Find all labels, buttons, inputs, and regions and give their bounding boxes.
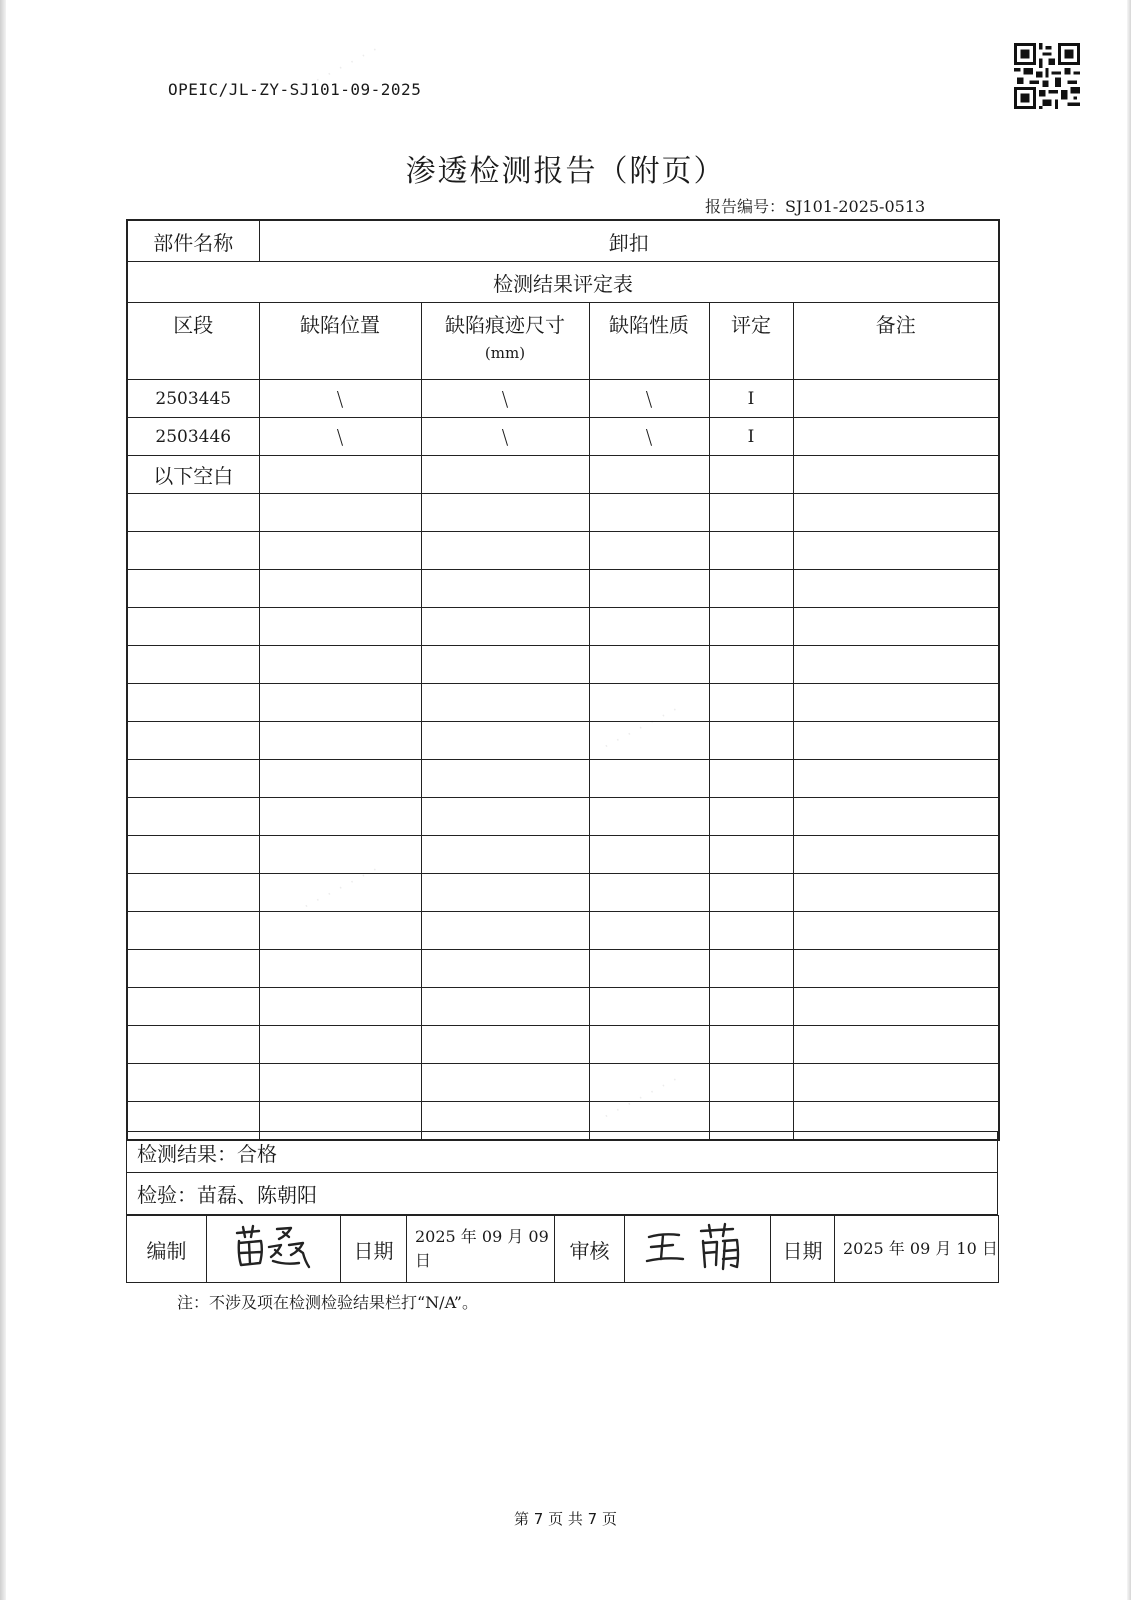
blank-cell bbox=[259, 570, 421, 608]
blank-cell bbox=[259, 988, 421, 1026]
blank-cell bbox=[259, 760, 421, 798]
watermark: · · · · · · · bbox=[601, 701, 683, 755]
blank-cell bbox=[259, 1026, 421, 1064]
result-label: 检测结果： bbox=[137, 1141, 237, 1166]
table-row bbox=[127, 456, 999, 494]
table-row-blank bbox=[127, 1064, 999, 1102]
col-header-size-unit: (mm) bbox=[484, 344, 526, 362]
review-label: 审核 bbox=[555, 1216, 625, 1283]
col-header-remark: 备注 bbox=[793, 303, 999, 380]
blank-cell bbox=[127, 1026, 259, 1064]
prepared-signature bbox=[207, 1216, 341, 1283]
col-header-size-label: 缺陷痕迹尺寸 bbox=[445, 313, 565, 337]
table-row-blank bbox=[127, 570, 999, 608]
cell-position: \ bbox=[259, 380, 421, 418]
table-header-row bbox=[127, 303, 999, 380]
blank-cell bbox=[421, 684, 589, 722]
review-date-label: 日期 bbox=[771, 1216, 835, 1283]
signoff-row bbox=[127, 1216, 999, 1283]
cell-nature: \ bbox=[589, 418, 709, 456]
blank-cell bbox=[421, 988, 589, 1026]
qr-code-icon bbox=[1014, 43, 1080, 109]
blank-cell bbox=[259, 494, 421, 532]
cell-nature bbox=[589, 456, 709, 494]
blank-cell bbox=[793, 950, 999, 988]
cell-size: \ bbox=[421, 380, 589, 418]
blank-cell bbox=[709, 798, 793, 836]
blank-cell bbox=[589, 646, 709, 684]
blank-cell bbox=[709, 532, 793, 570]
blank-cell bbox=[127, 836, 259, 874]
blank-cell bbox=[589, 684, 709, 722]
result-table bbox=[126, 219, 1000, 1141]
blank-cell bbox=[259, 950, 421, 988]
cell-rating: I bbox=[709, 380, 793, 418]
blank-cell bbox=[709, 988, 793, 1026]
blank-cell bbox=[259, 532, 421, 570]
blank-cell bbox=[127, 988, 259, 1026]
blank-cell bbox=[793, 494, 999, 532]
blank-cell bbox=[259, 722, 421, 760]
blank-cell bbox=[793, 646, 999, 684]
table-row-blank bbox=[127, 1026, 999, 1064]
blank-cell bbox=[127, 760, 259, 798]
blank-cell bbox=[421, 836, 589, 874]
blank-cell bbox=[421, 1064, 589, 1102]
cell-rating: I bbox=[709, 418, 793, 456]
cell-size: \ bbox=[421, 418, 589, 456]
inspection-value: 苗磊、陈朝阳 bbox=[197, 1183, 317, 1207]
blank-cell bbox=[709, 646, 793, 684]
result-table-wrapper bbox=[126, 219, 998, 1141]
table-caption: 检测结果评定表 bbox=[127, 262, 999, 303]
inspection-line bbox=[126, 1173, 998, 1215]
blank-cell bbox=[589, 950, 709, 988]
prepared-label: 编制 bbox=[127, 1216, 207, 1283]
blank-cell bbox=[127, 684, 259, 722]
cell-section: 2503445 bbox=[127, 380, 259, 418]
blank-cell bbox=[421, 608, 589, 646]
scan-edge-left bbox=[0, 0, 6, 1600]
blank-cell bbox=[127, 532, 259, 570]
blank-cell bbox=[259, 1064, 421, 1102]
blank-cell bbox=[127, 1064, 259, 1102]
table-row-blank bbox=[127, 912, 999, 950]
table-row-blank bbox=[127, 988, 999, 1026]
blank-cell bbox=[793, 608, 999, 646]
blank-cell bbox=[589, 1064, 709, 1102]
blank-cell bbox=[793, 1064, 999, 1102]
table-row-blank bbox=[127, 874, 999, 912]
blank-cell bbox=[589, 608, 709, 646]
blank-cell bbox=[421, 760, 589, 798]
blank-cell bbox=[589, 760, 709, 798]
table-row-blank bbox=[127, 532, 999, 570]
blank-cell bbox=[793, 760, 999, 798]
blank-cell bbox=[421, 722, 589, 760]
blank-cell bbox=[127, 608, 259, 646]
report-title: 渗透检测报告（附页） bbox=[405, 154, 726, 189]
scan-edge-right bbox=[1127, 0, 1131, 1600]
table-row-blank bbox=[127, 646, 999, 684]
blank-cell bbox=[127, 874, 259, 912]
blank-cell bbox=[793, 912, 999, 950]
blank-cell bbox=[709, 874, 793, 912]
cell-section: 2503446 bbox=[127, 418, 259, 456]
blank-cell bbox=[793, 798, 999, 836]
blank-cell bbox=[127, 494, 259, 532]
blank-cell bbox=[793, 684, 999, 722]
col-header-position: 缺陷位置 bbox=[259, 303, 421, 380]
prepared-signature-image bbox=[229, 1221, 319, 1273]
table-row bbox=[127, 418, 999, 456]
blank-cell bbox=[709, 722, 793, 760]
blank-cell bbox=[127, 646, 259, 684]
blank-cell bbox=[259, 874, 421, 912]
blank-cell bbox=[709, 494, 793, 532]
watermark: · · · · · · · bbox=[301, 41, 383, 95]
review-date: 2025 年 09 月 10 日 bbox=[835, 1216, 999, 1283]
blank-cell bbox=[259, 608, 421, 646]
blank-cell bbox=[127, 570, 259, 608]
part-name-label: 部件名称 bbox=[127, 220, 259, 262]
table-row-blank bbox=[127, 608, 999, 646]
watermark: · · · · · · · bbox=[601, 1071, 683, 1125]
blank-cell bbox=[259, 836, 421, 874]
blank-cell bbox=[259, 798, 421, 836]
blank-cell bbox=[421, 874, 589, 912]
table-caption-row bbox=[127, 262, 999, 303]
blank-cell bbox=[589, 988, 709, 1026]
blank-cell bbox=[127, 950, 259, 988]
table-row-blank bbox=[127, 722, 999, 760]
cell-remark bbox=[793, 380, 999, 418]
blank-cell bbox=[589, 722, 709, 760]
result-value: 合格 bbox=[237, 1141, 277, 1166]
blank-cell bbox=[589, 836, 709, 874]
blank-cell bbox=[421, 798, 589, 836]
blank-cell bbox=[793, 1026, 999, 1064]
blank-cell bbox=[259, 684, 421, 722]
table-row-blank bbox=[127, 760, 999, 798]
table-row-blank bbox=[127, 836, 999, 874]
blank-cell bbox=[589, 570, 709, 608]
blank-cell bbox=[421, 912, 589, 950]
watermark: · · · · · · · bbox=[301, 861, 383, 915]
blank-cell bbox=[259, 646, 421, 684]
table-row-blank bbox=[127, 950, 999, 988]
blank-cell bbox=[793, 836, 999, 874]
blank-cell bbox=[421, 494, 589, 532]
blank-cell bbox=[793, 988, 999, 1026]
report-number bbox=[705, 194, 925, 217]
blank-cell bbox=[709, 570, 793, 608]
document-code: OPEIC/JL-ZY-SJ101-09-2025 bbox=[168, 80, 422, 99]
blank-rows bbox=[127, 494, 999, 1141]
cell-position bbox=[259, 456, 421, 494]
blank-cell bbox=[793, 570, 999, 608]
blank-cell bbox=[259, 912, 421, 950]
prepared-date: 2025 年 09 月 09 日 bbox=[407, 1216, 555, 1283]
col-header-section: 区段 bbox=[127, 303, 259, 380]
cell-section: 以下空白 bbox=[127, 456, 259, 494]
part-name-row bbox=[127, 220, 999, 262]
blank-cell bbox=[589, 532, 709, 570]
page-number: 第 7 页 共 7 页 bbox=[514, 1510, 617, 1528]
blank-cell bbox=[421, 532, 589, 570]
blank-cell bbox=[589, 874, 709, 912]
cell-position: \ bbox=[259, 418, 421, 456]
table-row-blank bbox=[127, 684, 999, 722]
table-row-blank bbox=[127, 798, 999, 836]
footer-section bbox=[126, 1131, 998, 1283]
inspection-label: 检验： bbox=[137, 1183, 197, 1207]
cell-rating bbox=[709, 456, 793, 494]
result-line bbox=[126, 1131, 998, 1173]
blank-cell bbox=[589, 798, 709, 836]
col-header-size bbox=[421, 303, 589, 380]
blank-cell bbox=[127, 722, 259, 760]
blank-cell bbox=[421, 570, 589, 608]
blank-cell bbox=[709, 950, 793, 988]
col-header-nature: 缺陷性质 bbox=[589, 303, 709, 380]
blank-cell bbox=[709, 760, 793, 798]
blank-cell bbox=[421, 646, 589, 684]
blank-cell bbox=[589, 912, 709, 950]
blank-cell bbox=[709, 684, 793, 722]
col-header-rating: 评定 bbox=[709, 303, 793, 380]
blank-cell bbox=[589, 494, 709, 532]
blank-cell bbox=[589, 1026, 709, 1064]
blank-cell bbox=[709, 912, 793, 950]
cell-size bbox=[421, 456, 589, 494]
footnote: 注：不涉及项在检测检验结果栏打“N/A”。 bbox=[177, 1293, 478, 1312]
report-number-label: 报告编号： bbox=[705, 197, 786, 216]
blank-cell bbox=[709, 1026, 793, 1064]
review-signature-image bbox=[643, 1221, 753, 1273]
blank-cell bbox=[709, 1064, 793, 1102]
blank-cell bbox=[709, 608, 793, 646]
table-row-blank bbox=[127, 494, 999, 532]
review-signature bbox=[625, 1216, 771, 1283]
blank-cell bbox=[793, 532, 999, 570]
prepared-date-label: 日期 bbox=[341, 1216, 407, 1283]
part-name-value: 卸扣 bbox=[259, 220, 999, 262]
cell-remark bbox=[793, 418, 999, 456]
blank-cell bbox=[127, 798, 259, 836]
blank-cell bbox=[709, 836, 793, 874]
cell-remark bbox=[793, 456, 999, 494]
report-number-value: SJ101-2025-0513 bbox=[785, 197, 926, 216]
blank-cell bbox=[421, 950, 589, 988]
blank-cell bbox=[793, 722, 999, 760]
blank-cell bbox=[127, 912, 259, 950]
blank-cell bbox=[421, 1026, 589, 1064]
signoff-table bbox=[126, 1215, 999, 1283]
table-row bbox=[127, 380, 999, 418]
cell-nature: \ bbox=[589, 380, 709, 418]
blank-cell bbox=[793, 874, 999, 912]
